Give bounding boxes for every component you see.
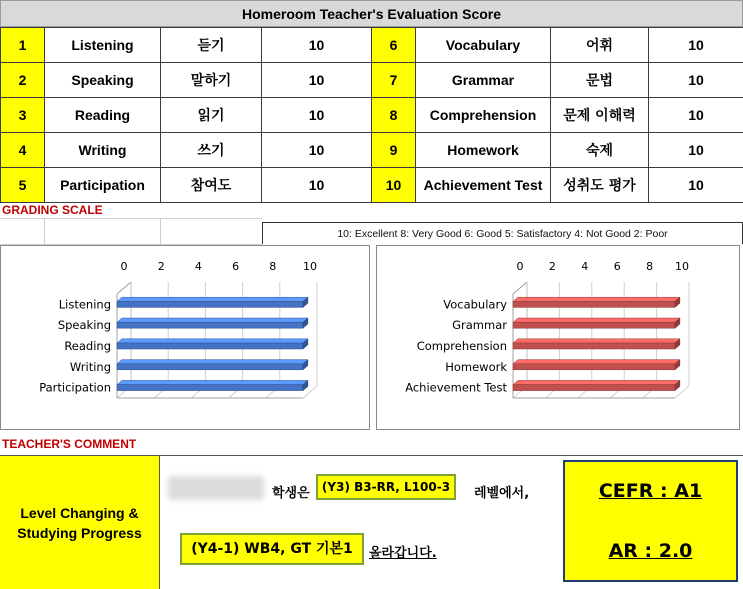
item-name-en: Homework <box>416 133 551 168</box>
item-number: 3 <box>1 98 45 133</box>
y-category-label: Homework <box>445 359 507 374</box>
bar <box>513 301 675 307</box>
item-name-en: Achievement Test <box>416 168 551 203</box>
item-score: 10 <box>649 63 743 98</box>
ar-level: AR : 2.0 <box>608 540 693 562</box>
y-category-label: Reading <box>64 339 111 353</box>
table-row <box>1 98 743 133</box>
table-row <box>1 168 743 203</box>
bar <box>513 385 675 391</box>
item-name-ko: 문법 <box>551 63 649 98</box>
comment-text-part1: 학생은 <box>272 486 310 501</box>
item-name-en: Comprehension <box>416 98 551 133</box>
bar <box>513 364 675 370</box>
evaluation-table <box>0 27 743 203</box>
grading-scale-label: GRADING SCALE <box>2 203 103 217</box>
evaluation-title: Homeroom Teacher's Evaluation Score <box>0 0 743 27</box>
bar-top <box>513 360 680 364</box>
comment-text-part2: 레벨에서, <box>474 486 530 501</box>
x-tick-label: 4 <box>581 260 589 273</box>
item-name-en: Grammar <box>416 63 551 98</box>
x-tick-label: 2 <box>157 260 165 273</box>
item-name-en: Participation <box>45 168 161 203</box>
x-tick-label: 4 <box>194 260 202 273</box>
x-tick-label: 8 <box>646 260 654 273</box>
x-tick-label: 6 <box>613 260 621 273</box>
divider <box>160 219 161 244</box>
bar-top <box>513 380 680 384</box>
y-category-label: Grammar <box>452 318 507 333</box>
item-name-ko: 읽기 <box>161 98 262 133</box>
item-name-ko: 듣기 <box>161 28 262 63</box>
bar-top <box>117 360 308 364</box>
item-number: 1 <box>1 28 45 63</box>
y-category-label: Participation <box>39 380 111 395</box>
item-name-ko: 숙제 <box>551 133 649 168</box>
item-name-en: Writing <box>45 133 161 168</box>
item-number: 2 <box>1 63 45 98</box>
bar-top <box>117 318 308 322</box>
x-tick-label: 2 <box>548 260 556 273</box>
item-name-ko: 어휘 <box>551 28 649 63</box>
item-name-ko: 쓰기 <box>161 133 262 168</box>
item-score: 10 <box>262 28 372 63</box>
y-category-label: Speaking <box>57 318 111 333</box>
bar <box>117 385 303 391</box>
chart-right-panel <box>376 245 740 430</box>
y-axis-depth <box>513 282 527 294</box>
y-category-label: Comprehension <box>416 339 507 353</box>
x-tick-label: 10 <box>303 260 317 273</box>
item-number: 4 <box>1 133 45 168</box>
x-tick-label: 0 <box>516 260 524 273</box>
item-name-en: Vocabulary <box>416 28 551 63</box>
x-tick-label: 8 <box>269 260 277 273</box>
teachers-comment-label: TEACHER'S COMMENT <box>2 437 137 451</box>
y-category-label: Listening <box>58 297 111 312</box>
bar <box>117 301 303 307</box>
item-name-ko: 참여도 <box>161 168 262 203</box>
bar <box>513 322 675 328</box>
item-score: 10 <box>262 63 372 98</box>
chart-skills-basic <box>1 246 371 431</box>
next-level-badge: (Y4-1) WB4, GT 기본1 <box>180 533 364 565</box>
chart-left-panel <box>0 245 370 430</box>
x-tick-label: 6 <box>232 260 240 273</box>
bar-top <box>117 339 308 343</box>
item-score: 10 <box>649 168 743 203</box>
bar <box>117 364 303 370</box>
level-heading-line1: Level Changing & <box>20 504 139 521</box>
table-row <box>1 28 743 63</box>
student-name-redacted <box>168 476 264 500</box>
item-name-en: Speaking <box>45 63 161 98</box>
level-progress-heading <box>0 456 160 589</box>
bar-top <box>513 297 680 301</box>
y-category-label: Writing <box>69 359 111 374</box>
level-results-box <box>563 460 738 582</box>
current-level-badge: (Y3) B3-RR, L100-3 <box>316 474 456 500</box>
y-category-label: Vocabulary <box>443 297 507 312</box>
item-name-ko: 문제 이해력 <box>551 98 649 133</box>
grading-scale-legend: 10: Excellent 8: Very Good 6: Good 5: Satisfactory 4: Not Good 2: Poor <box>262 222 743 244</box>
table-row <box>1 63 743 98</box>
item-number: 9 <box>372 133 416 168</box>
item-number: 10 <box>372 168 416 203</box>
comment-text-part3: 올라갑니다. <box>369 546 437 561</box>
item-score: 10 <box>649 98 743 133</box>
cefr-level: CEFR : A1 <box>598 480 703 502</box>
item-name-ko: 성취도 평가 <box>551 168 649 203</box>
bar <box>513 343 675 349</box>
x-tick-label: 0 <box>120 260 128 273</box>
bar-top <box>513 339 680 343</box>
item-name-en: Reading <box>45 98 161 133</box>
item-name-ko: 말하기 <box>161 63 262 98</box>
item-number: 8 <box>372 98 416 133</box>
bar-top <box>513 318 680 322</box>
divider <box>44 219 45 244</box>
item-number: 5 <box>1 168 45 203</box>
table-row <box>1 133 743 168</box>
item-score: 10 <box>262 168 372 203</box>
item-name-en: Listening <box>45 28 161 63</box>
x-tick-label: 10 <box>675 260 689 273</box>
bar-top <box>117 297 308 301</box>
level-heading-line2: Studying Progress <box>17 524 142 541</box>
bar-top <box>117 380 308 384</box>
divider <box>0 218 262 219</box>
bar <box>117 343 303 349</box>
y-axis-depth <box>117 282 131 294</box>
item-score: 10 <box>649 133 743 168</box>
item-number: 7 <box>372 63 416 98</box>
item-score: 10 <box>262 98 372 133</box>
item-score: 10 <box>262 133 372 168</box>
chart-skills-advanced <box>377 246 741 431</box>
item-score: 10 <box>649 28 743 63</box>
item-number: 6 <box>372 28 416 63</box>
y-category-label: Achievement Test <box>405 380 507 395</box>
bar <box>117 322 303 328</box>
